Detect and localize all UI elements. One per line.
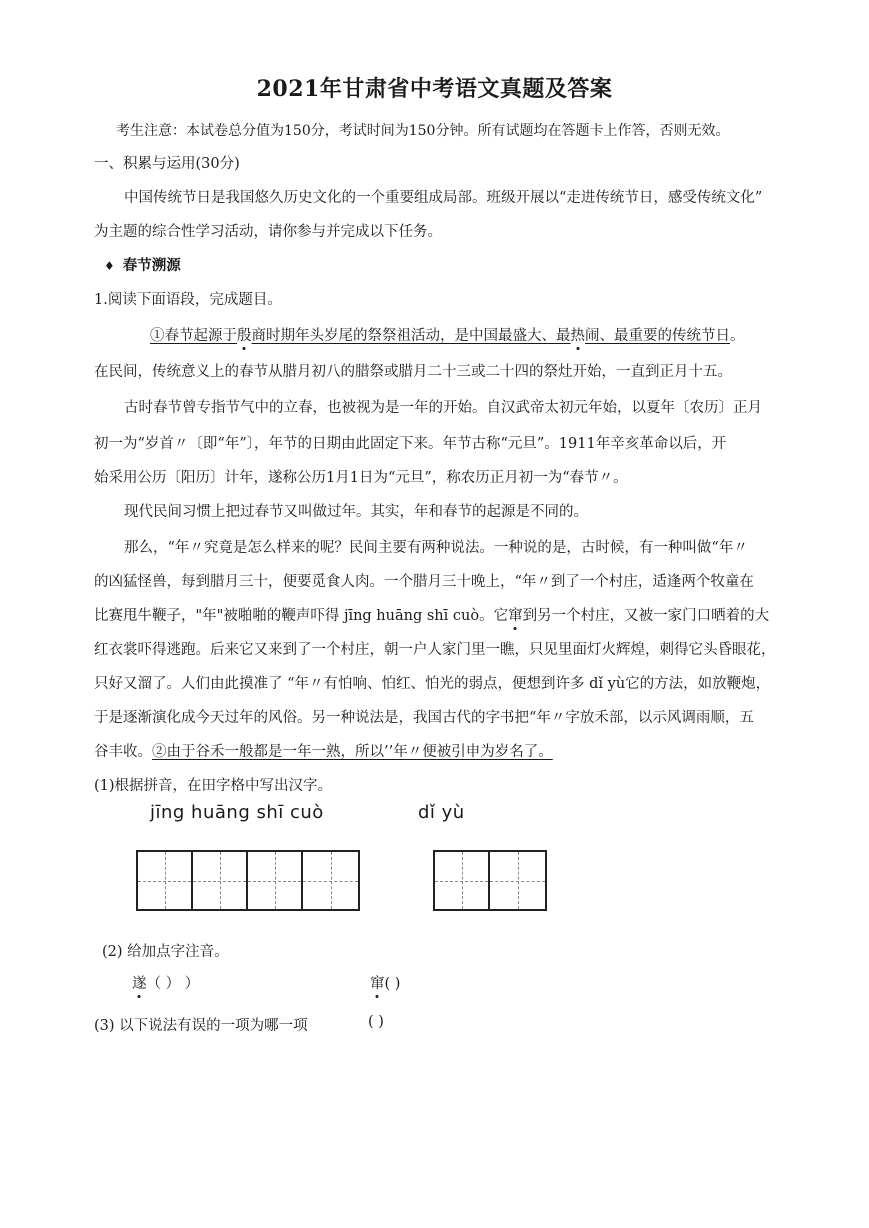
passage-p4-line-1: 那么，“年〃究竟是怎么样来的呢？民间主要有两种说法。一种说的是，古时候，有一种叫做“年〃: [124, 540, 748, 556]
intro-line-1: 中国传统节日是我国悠久历史文化的一个重要组成局部。班级开展以“走进传统节日，感受传统文化”: [124, 190, 763, 206]
passage-p4-line-2: 的凶猛怪兽，每到腊月三十，便要觅食人肉。一个腊月三十晚上，“年〃到了一个村庄，适逢两个牧童在: [94, 574, 754, 590]
underlined-sentence-2: ②由于谷禾一般都是一年一熟，所以’’年〃便被引申为岁名了。: [152, 744, 553, 760]
tian-cell[interactable]: [303, 852, 358, 909]
diamond-icon: ♦: [104, 259, 115, 273]
text-span: 比赛甩牛鞭子，"年"被啪啪的鞭声吓得 jīng huāng shī cuò。它: [94, 608, 509, 624]
answer-blank[interactable]: ( ): [368, 1014, 384, 1030]
passage-p1-line-2: 在民间，传统意义上的春节从腊月初八的腊祭或腊月二十三或二十四的祭灶开始，一直到正月十五。: [94, 364, 732, 380]
question-1: 1.阅读下面语段，完成题目。: [94, 292, 282, 308]
tian-cell[interactable]: [138, 852, 193, 909]
text-span: ①春节起源于: [150, 328, 237, 344]
passage-p2-line-2: 初一为“岁首〃〔即“年”〕，年节的日期由此固定下来。年节古称“元旦”。1911年辛亥革命以后，开: [94, 436, 727, 452]
phonetic-item-2: [370, 972, 400, 993]
tian-cell[interactable]: [193, 852, 248, 909]
tian-grid-1[interactable]: [136, 850, 360, 911]
passage-p2-line-1: 古时春节曾专指节气中的立春，也被视为是一年的开始。自汉武帝太初元年始，以夏年〔农历〕正月: [124, 400, 762, 416]
dotted-char: 殷: [237, 324, 252, 345]
passage-p4-line-7: [94, 740, 553, 761]
answer-blank[interactable]: （ ） ）: [146, 976, 200, 992]
tian-cell[interactable]: [248, 852, 303, 909]
passage-p2-line-3: 始采用公历〔阳历〕计年，遂称公历1月1日为“元旦”，称农历正月初一为“春节〃。: [94, 470, 628, 486]
phonetic-item-1: [132, 972, 199, 993]
sub-question-2: (2) 给加点字注音。: [102, 944, 229, 960]
passage-p4-line-3: [94, 604, 769, 625]
text-span: 商时期年头岁尾的祭祭祖活动，是中国最盛大、最: [251, 328, 571, 344]
sub-heading: [104, 254, 181, 275]
passage-p4-line-5: 只好又溜了。人们由此摸准了 “年〃有怕响、怕红、怕光的弱点，便想到许多 dǐ yù它的方法，如放鞭炮，: [94, 676, 771, 692]
passage-p3: 现代民间习惯上把过春节又叫做过年。其实，年和春节的起源是不同的。: [124, 504, 588, 520]
dotted-char: 窜: [508, 604, 523, 625]
dotted-char: 遂: [132, 972, 147, 993]
exam-notice: 考生注意：本试卷总分值为150分，考试时间为150分钟。所有试题均在答题卡上作答，否则无效。: [116, 123, 730, 139]
intro-line-2: 为主题的综合性学习活动，请你参与并完成以下任务。: [94, 224, 442, 240]
dotted-char: 窜: [370, 972, 385, 993]
passage-p1-line-1: [150, 324, 745, 345]
pinyin-label-2: dǐ yù: [418, 802, 465, 823]
passage-p4-line-6: 于是逐渐演化成今天过年的风俗。另一种说法是，我国古代的字书把“年〃字放禾部，以示风调雨顺，五: [94, 710, 754, 726]
section-heading: 一、积累与运用(30分): [94, 156, 240, 172]
answer-blank[interactable]: ( ): [384, 976, 401, 992]
text-span: 谷丰收。: [94, 744, 152, 760]
tian-grid-2[interactable]: [433, 850, 547, 911]
sub-question-3: (3) 以下说法有误的一项为哪一项: [94, 1018, 308, 1034]
sub-heading-text: 春节溯源: [122, 257, 181, 274]
text-span: 闹、最重要的传统节日: [585, 328, 730, 344]
passage-p4-line-4: 红衣裳吓得逃跑。后来它又来到了一个村庄，朝一户人家门里一瞧，只见里面灯火辉煌，刺得它头昏眼花，: [94, 642, 776, 658]
dotted-char: 热: [571, 324, 586, 345]
sub-question-1: (1)根据拼音，在田字格中写出汉字。: [94, 778, 333, 794]
text-span: 到另一个村庄，又被一家门口晒着的大: [522, 608, 770, 624]
pinyin-label-1: jīng huāng shī cuò: [150, 802, 324, 823]
underlined-sentence-1: [150, 328, 730, 344]
tian-cell[interactable]: [490, 852, 545, 909]
tian-cell[interactable]: [435, 852, 490, 909]
text-span: 。: [730, 328, 745, 344]
page-title: 2021年甘肃省中考语文真题及答案: [256, 76, 613, 102]
